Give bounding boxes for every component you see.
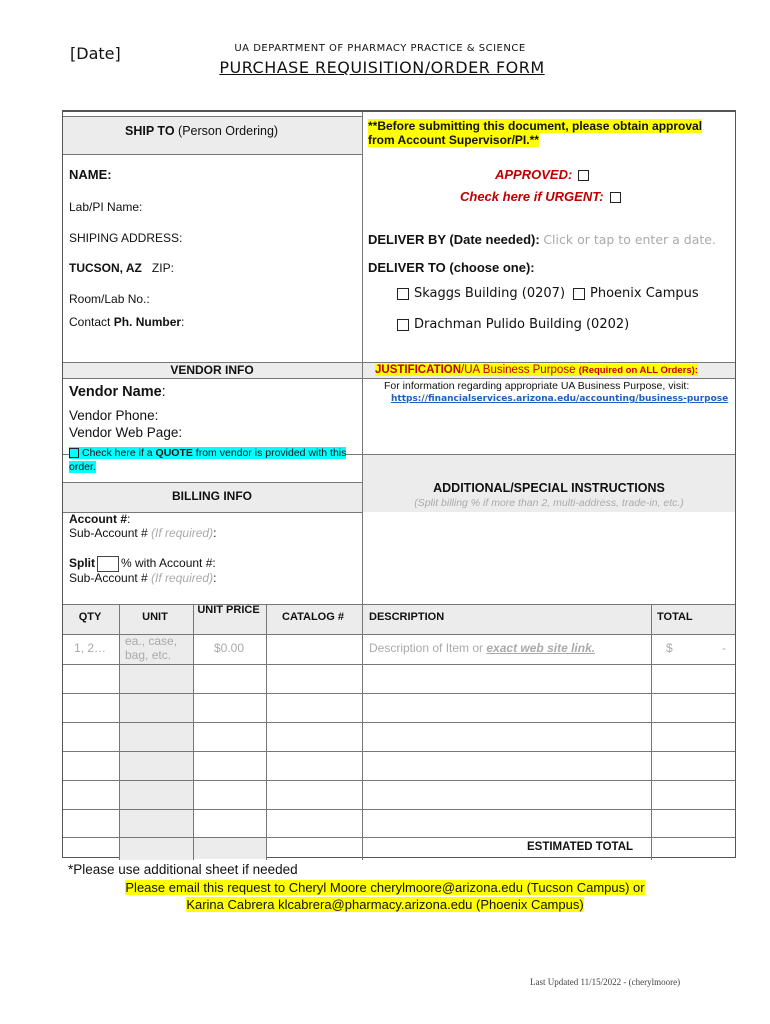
vendor-name-label: Vendor Name: — [69, 384, 166, 400]
ship-to-heading: SHIP TO (Person Ordering) — [125, 124, 279, 138]
split-field: Split % with Account #: — [69, 556, 216, 571]
description-placeholder[interactable]: Description of Item or exact web site link. — [369, 641, 596, 655]
quote-check[interactable]: Check here if a QUOTE from vendor is provided with this order. — [69, 447, 347, 473]
business-purpose-link[interactable]: https://financialservices.arizona.edu/accounting/business-purpose — [391, 394, 729, 404]
shipping-address-label: SHIPING ADDRESS: — [69, 231, 183, 245]
estimated-total-label: ESTIMATED TOTAL — [527, 841, 634, 853]
deliver-by-field: DELIVER BY (Date needed): Click or tap to enter a date. — [368, 232, 716, 247]
vendor-heading: VENDOR INFO — [170, 363, 254, 377]
billing-heading: BILLING INFO — [172, 489, 252, 503]
col-catalog: CATALOG # — [282, 611, 344, 623]
last-updated: Last Updated 11/15/2022 - (cherylmoore) — [530, 977, 681, 987]
subaccount-label-1: Sub-Account # (If required): — [69, 526, 217, 540]
subaccount-label-2: Sub-Account # (If required): — [69, 571, 217, 585]
quote-checkbox[interactable] — [69, 448, 79, 458]
approval-notice: **Before submitting this document, please obtain approval from Account Supervisor/PI.** — [368, 119, 703, 147]
lab-pi-label: Lab/PI Name: — [69, 200, 143, 214]
vendor-phone-label: Vendor Phone: — [69, 408, 159, 423]
total-currency: $ — [666, 641, 673, 655]
col-qty: QTY — [78, 611, 102, 623]
drachman-checkbox[interactable] — [397, 319, 409, 331]
contact-phone-label: Contact Ph. Number: — [69, 315, 185, 329]
account-label: Account #: — [69, 512, 131, 526]
email-instruction-line1: Please email this request to Cheryl Moore cherylmoore@arizona.edu (Tucson Campus) or — [125, 880, 645, 895]
department-name: UA DEPARTMENT OF PHARMACY PRACTICE & SCIENCE — [234, 43, 526, 54]
email-instruction-line2: Karina Cabrera klcabrera@pharmacy.arizona.edu (Phoenix Campus) — [186, 897, 584, 912]
col-unit-price: UNIT PRICE — [197, 604, 260, 616]
name-label: NAME: — [69, 167, 112, 182]
total-placeholder: - — [722, 641, 726, 655]
instructions-heading: ADDITIONAL/SPECIAL INSTRUCTIONS — [433, 481, 665, 495]
col-unit: UNIT — [142, 611, 168, 623]
deliver-to-label: DELIVER TO (choose one): — [368, 260, 535, 275]
justification-heading: JUSTIFICATION/UA Business Purpose (Required on ALL Orders): — [375, 364, 698, 376]
deliver-by-date-picker[interactable]: Click or tap to enter a date. — [543, 232, 716, 247]
price-placeholder[interactable]: $0.00 — [214, 641, 245, 655]
col-description: DESCRIPTION — [369, 611, 445, 623]
approved-field: APPROVED: — [495, 167, 589, 182]
additional-sheet-note: *Please use additional sheet if needed — [68, 862, 298, 877]
city-zip: TUCSON, AZ ZIP: — [69, 261, 174, 275]
unit-column-bg — [119, 634, 193, 860]
deliver-option-skaggs[interactable]: Skaggs Building (0207) — [397, 286, 565, 301]
price-total-bg — [193, 837, 266, 859]
split-percent-input[interactable] — [97, 556, 119, 572]
urgent-field: Check here if URGENT: — [460, 189, 621, 204]
approved-checkbox[interactable] — [578, 170, 589, 181]
unit-placeholder[interactable]: ea., case, bag, etc. — [125, 634, 178, 662]
form-title: PURCHASE REQUISITION/ORDER FORM — [219, 58, 545, 77]
vendor-web-label: Vendor Web Page: — [69, 425, 183, 440]
room-lab-label: Room/Lab No.: — [69, 292, 150, 306]
urgent-checkbox[interactable] — [610, 192, 621, 203]
justification-info: For information regarding appropriate UA Business Purpose, visit: — [384, 380, 690, 392]
qty-placeholder[interactable]: 1, 2… — [74, 641, 107, 655]
col-total: TOTAL — [657, 611, 693, 623]
deliver-option-phoenix[interactable]: Phoenix Campus — [573, 286, 699, 301]
instructions-note: (Split billing % if more than 2, multi-address, trade-in, etc.) — [414, 497, 684, 509]
skaggs-checkbox[interactable] — [397, 288, 409, 300]
date-field[interactable]: [Date] — [70, 44, 121, 63]
deliver-option-drachman[interactable]: Drachman Pulido Building (0202) — [397, 317, 629, 332]
phoenix-checkbox[interactable] — [573, 288, 585, 300]
